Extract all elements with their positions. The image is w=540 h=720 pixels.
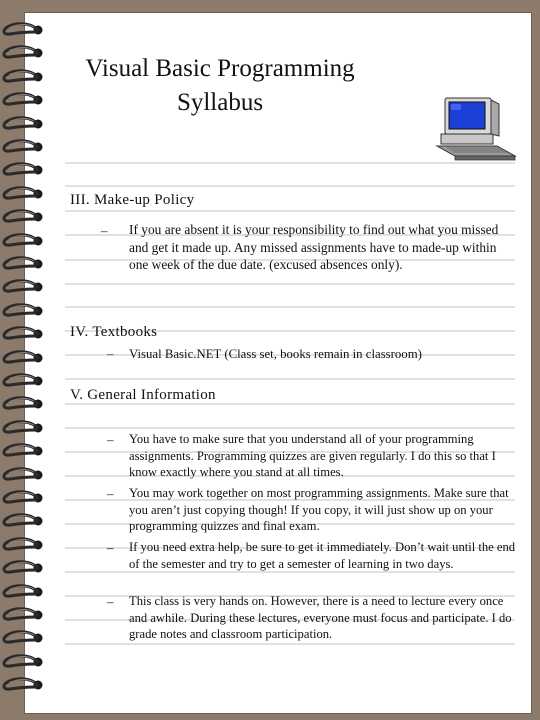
binding-ring [0, 418, 46, 438]
title-line-2: Syllabus [176, 89, 264, 116]
list-item: If you are absent it is your responsibility to find out what you missed and get it made up. Any missed assignments have to made-up within one week of the due date. (excused absences only). [129, 222, 499, 272]
binding-ring [0, 254, 46, 274]
bullet-dash: – [101, 223, 108, 238]
binding-ring [0, 231, 46, 251]
binding-ring [0, 277, 46, 297]
bullet-dash: – [107, 432, 114, 447]
binding-ring [0, 20, 46, 40]
binding-ring [0, 114, 46, 134]
binding-ring [0, 301, 46, 321]
binding-ring [0, 605, 46, 625]
bullet-dash: – [107, 540, 114, 555]
binding-ring [0, 324, 46, 344]
binding-ring [0, 371, 46, 391]
list-item: You have to make sure that you understand all of your programming assignments. Programming quizzes are given regularly. I do this so that I know exactly where you stand at all times. [129, 432, 496, 479]
binding-ring [0, 184, 46, 204]
binding-ring [0, 441, 46, 461]
binding-ring [0, 465, 46, 485]
bullet-dash: – [107, 486, 114, 501]
binding-ring [0, 511, 46, 531]
bullet-dash: – [107, 346, 114, 361]
binding-ring [0, 535, 46, 555]
binding-ring [0, 628, 46, 648]
list-item: If you need extra help, be sure to get it immediately. Don’t wait until the end of the semester and try to get a semester of learning in two days. [129, 540, 516, 571]
binding-ring [0, 394, 46, 414]
binding-ring [0, 652, 46, 672]
binding-ring [0, 488, 46, 508]
binding-ring [0, 43, 46, 63]
title-line-1: Visual Basic Programming [85, 55, 355, 82]
section-heading-textbooks: IV. Textbooks [70, 324, 158, 340]
binding-ring [0, 90, 46, 110]
binding-ring [0, 675, 46, 695]
list-item: Visual Basic.NET (Class set, books remain in classroom) [129, 347, 422, 361]
binding-ring [0, 558, 46, 578]
binding-ring [0, 348, 46, 368]
page-title [70, 52, 370, 120]
list-item: You may work together on most programming assignments. Make sure that you aren’t just copying though! If you copy, it will just show up on your programming quizzes and final exam. [129, 486, 509, 533]
bullet-dash: – [107, 594, 114, 609]
binding-ring [0, 582, 46, 602]
binding-ring [0, 207, 46, 227]
binding-ring [0, 160, 46, 180]
binding-ring [0, 67, 46, 87]
section-heading-makeup: III. Make-up Policy [70, 192, 195, 208]
list-item: This class is very hands on. However, there is a need to lecture every once and awhile. During these lectures, everyone must focus and participate. I do grade notes and classroom participation. [129, 594, 512, 641]
computer-icon [427, 96, 525, 162]
binding-ring [0, 137, 46, 157]
section-heading-general: V. General Information [70, 387, 216, 403]
